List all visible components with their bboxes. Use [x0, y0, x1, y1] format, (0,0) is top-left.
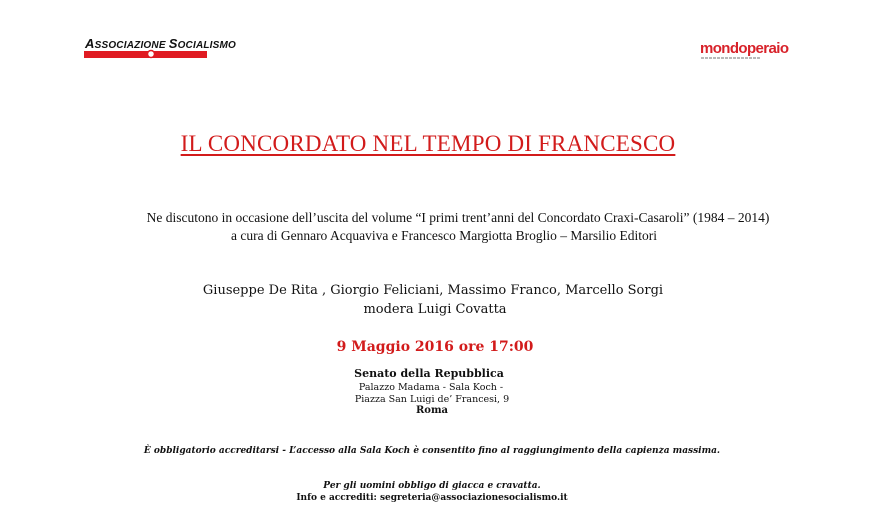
associazione-socialismo-logo	[84, 36, 237, 62]
mondoperaio-tagline-graphic	[701, 57, 761, 59]
mondoperaio-logo-text: mondoperaio	[700, 40, 789, 57]
mondoperaio-logo	[700, 40, 796, 64]
rose-icon	[146, 49, 156, 59]
venue-address-line-2: Piazza San Luigi de’ Francesi, 9	[354, 394, 510, 405]
event-title: IL CONCORDATO NEL TEMPO DI FRANCESCO	[180, 131, 676, 156]
intro-line-2: a cura di Gennaro Acquaviva e Francesco Margiotta Broglio – Marsilio Editori	[230, 228, 657, 243]
speakers-list: Giuseppe De Rita , Giorgio Feliciani, Massimo Franco, Marcello Sorgi	[202, 283, 664, 298]
venue-city: Roma	[415, 405, 449, 416]
info-contact: Info e accrediti: segreteria@associazionesocialismo.it	[296, 493, 568, 503]
accreditation-notice: È obbligatorio accreditarsi - L’accesso alla Sala Koch è consentito fino al raggiungimento della capienza massima.	[143, 446, 721, 456]
dress-code-note: Per gli uomini obbligo di giacca e cravatta.	[323, 481, 541, 491]
moderator: modera Luigi Covatta	[363, 302, 507, 317]
venue-address-line-1: Palazzo Madama - Sala Koch -	[358, 382, 504, 393]
event-date: 9 Maggio 2016 ore 17:00	[336, 339, 534, 355]
venue-name: Senato della Repubblica	[354, 367, 504, 380]
associazione-socialismo-logo-text: ASSOCIAZIONE SOCIALISMO	[85, 36, 237, 51]
intro-line-1: Ne discutono in occasione dell’uscita del volume “I primi trent’anni del Concordato Craxi-Casaroli” (1984 – 2014)	[146, 210, 770, 225]
